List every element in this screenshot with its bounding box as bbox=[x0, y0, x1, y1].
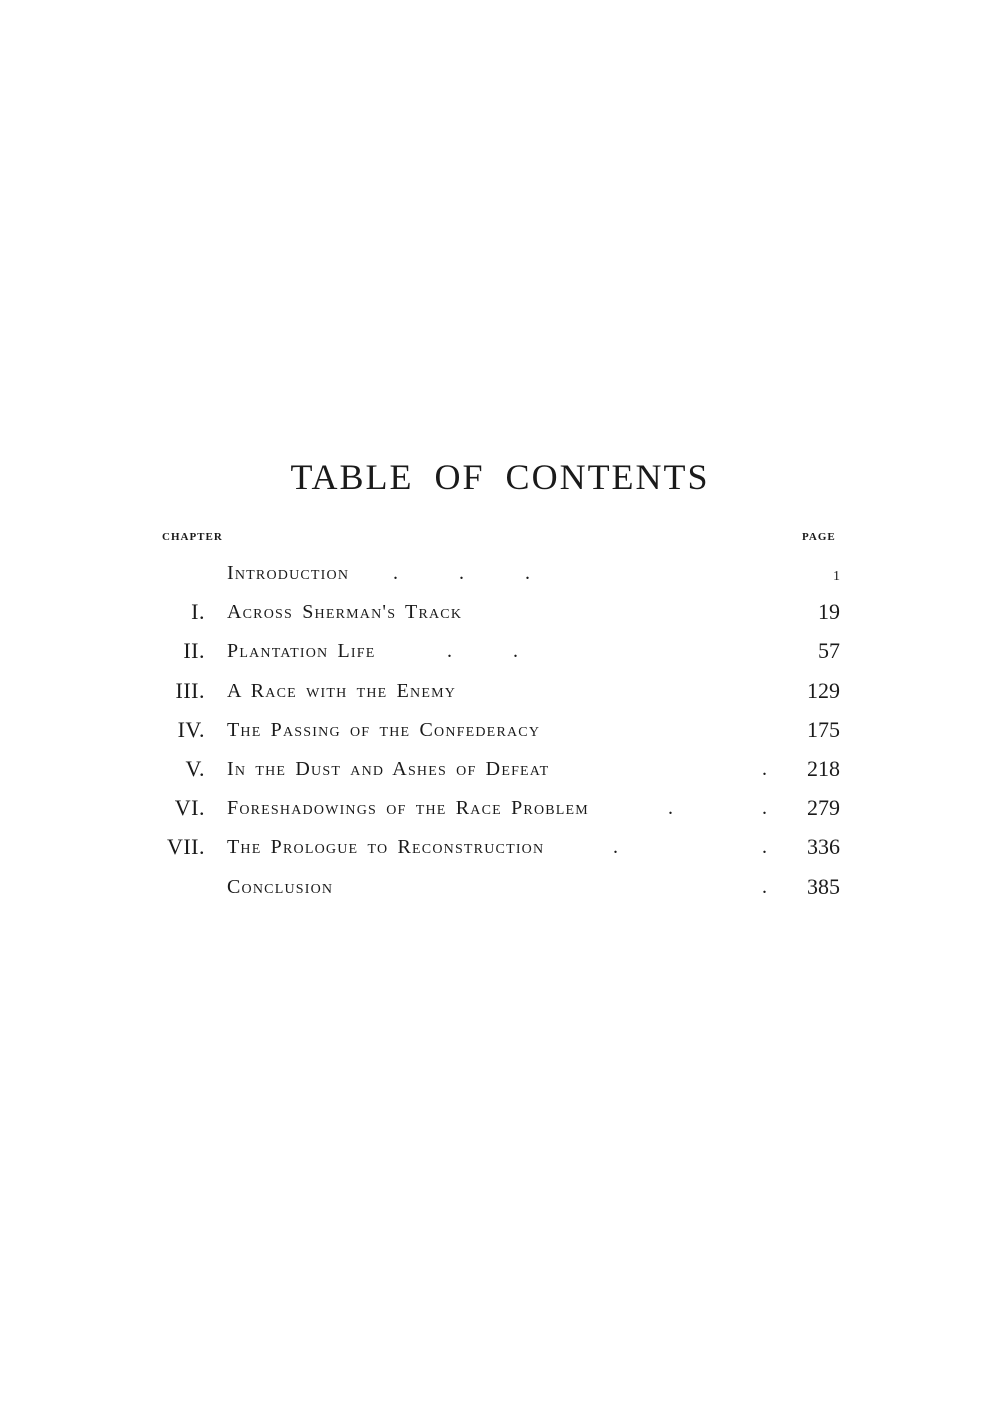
leader-dots: . bbox=[613, 836, 646, 859]
page-leader-dot: . bbox=[762, 875, 767, 898]
page-leader-dot: . bbox=[762, 757, 767, 780]
page-leader-dot: . bbox=[762, 836, 767, 859]
leader-dots: . . . bbox=[393, 562, 558, 584]
leader-dots: . bbox=[668, 797, 701, 820]
leader-dots: . . bbox=[447, 640, 546, 663]
chapter-title: Foreshadowings of the Race Problem bbox=[227, 797, 589, 820]
chapter-title: In the Dust and Ashes of Defeat bbox=[227, 757, 550, 780]
page-leader-dot: . bbox=[762, 797, 767, 820]
chapter-numeral: III. bbox=[175, 677, 205, 703]
chapter-numeral: II. bbox=[183, 638, 205, 664]
page-number: 57 bbox=[818, 638, 840, 664]
toc-entry-chapter-3 bbox=[0, 671, 1000, 710]
page-number: 279 bbox=[807, 795, 840, 821]
toc-entry-chapter-2 bbox=[0, 631, 1000, 670]
toc-entry-chapter-7 bbox=[0, 827, 1000, 866]
chapter-numeral: V. bbox=[185, 755, 205, 781]
toc-entry-introduction bbox=[0, 553, 1000, 592]
chapter-numeral: VI. bbox=[174, 795, 205, 821]
toc-entry-chapter-4 bbox=[0, 710, 1000, 749]
chapter-title: Introduction bbox=[227, 562, 350, 584]
chapter-column-header: CHAPTER bbox=[162, 531, 223, 543]
page-number: 19 bbox=[818, 599, 840, 625]
toc-entry-chapter-1 bbox=[0, 592, 1000, 631]
chapter-title: A Race with the Enemy bbox=[227, 679, 457, 702]
toc-entry-conclusion bbox=[0, 867, 1000, 906]
chapter-title: Plantation Life bbox=[227, 640, 376, 663]
toc-entry-chapter-6 bbox=[0, 788, 1000, 827]
chapter-title: Conclusion bbox=[227, 875, 334, 898]
page-number: 175 bbox=[807, 716, 840, 742]
page-number: 336 bbox=[807, 834, 840, 860]
toc-entry-chapter-5 bbox=[0, 749, 1000, 788]
page-number: 1 bbox=[833, 569, 840, 584]
toc-list bbox=[0, 553, 1000, 906]
chapter-numeral: IV. bbox=[177, 716, 205, 742]
chapter-title: Across Sherman's Track bbox=[227, 601, 463, 624]
page-number: 385 bbox=[807, 873, 840, 899]
page-number: 129 bbox=[807, 677, 840, 703]
chapter-title: The Prologue to Reconstruction bbox=[227, 836, 545, 859]
page-title: TABLE OF CONTENTS bbox=[290, 457, 710, 497]
page-column-header: PAGE bbox=[802, 531, 836, 543]
chapter-numeral: VII. bbox=[166, 834, 205, 860]
page-number: 218 bbox=[807, 755, 840, 781]
chapter-numeral: I. bbox=[191, 599, 205, 625]
chapter-title: The Passing of the Confederacy bbox=[227, 718, 541, 741]
